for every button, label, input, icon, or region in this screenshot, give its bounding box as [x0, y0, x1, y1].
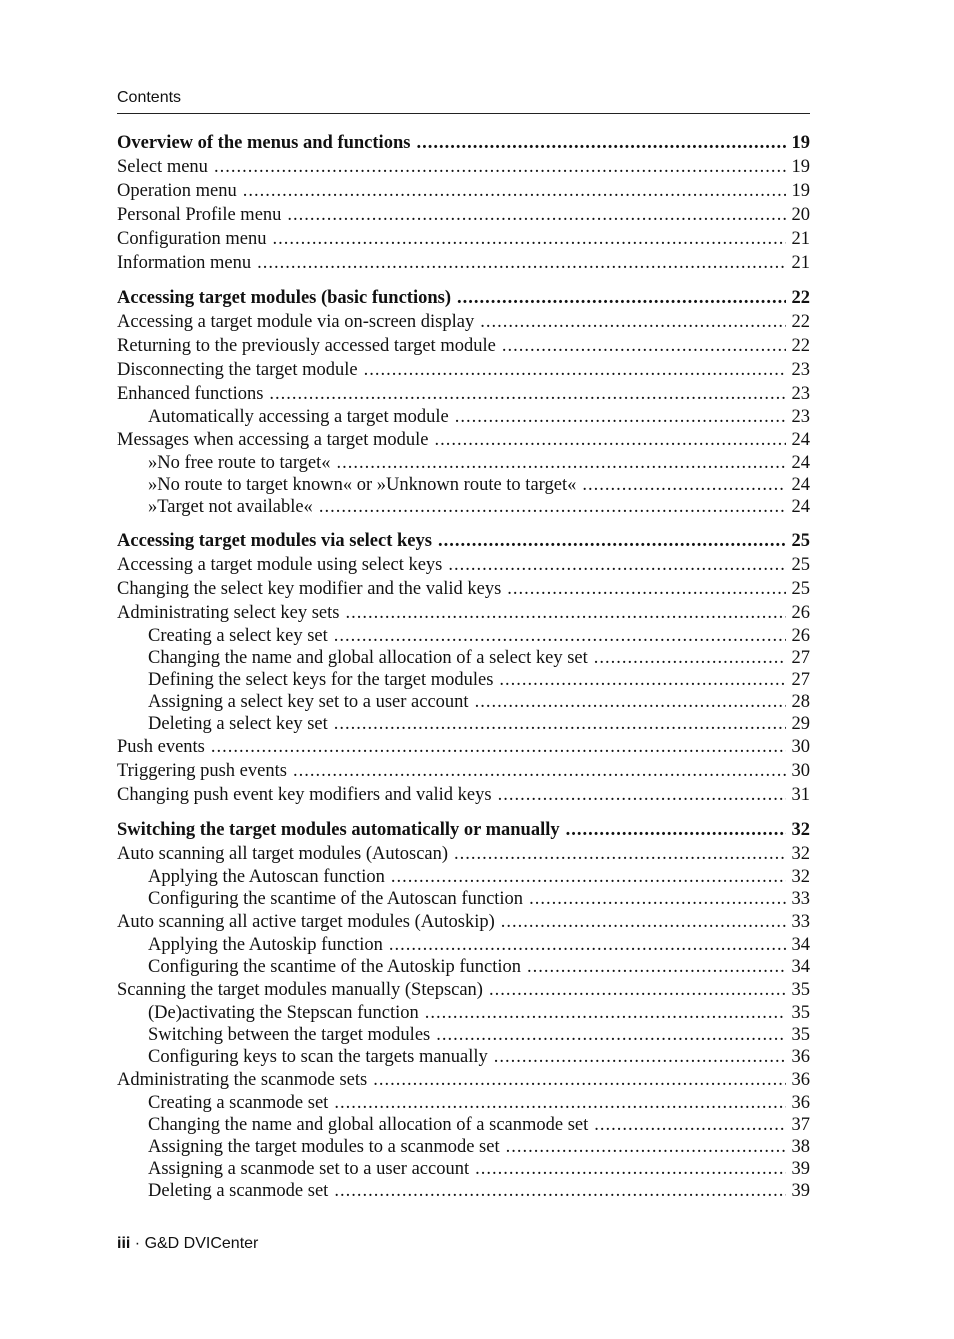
- toc-entry-page: 23: [791, 407, 810, 427]
- toc-entry[interactable]: [117, 1158, 810, 1180]
- toc-entry[interactable]: [117, 713, 810, 735]
- toc-entry[interactable]: [117, 577, 810, 601]
- toc-entry[interactable]: [117, 358, 810, 382]
- toc-entry-title: Deleting a select key set: [148, 714, 328, 734]
- toc-entry[interactable]: [117, 203, 810, 227]
- toc-entry[interactable]: [117, 1068, 810, 1092]
- toc-entry-page: 33: [791, 889, 810, 909]
- toc-entry-page: 23: [791, 360, 810, 380]
- toc-entry-page: 33: [791, 912, 810, 932]
- toc-entry[interactable]: [117, 601, 810, 625]
- toc-dot-leader: [373, 1068, 785, 1092]
- toc-entry[interactable]: [117, 155, 810, 179]
- toc-section: [117, 529, 810, 807]
- toc-dot-leader: [391, 866, 786, 888]
- toc-dot-leader: [334, 625, 786, 647]
- toc-entry[interactable]: [117, 1114, 810, 1136]
- toc-entry[interactable]: [117, 888, 810, 910]
- toc-dot-leader: [334, 713, 786, 735]
- toc-entry-title: Creating a scanmode set: [148, 1093, 329, 1113]
- toc-entry-page: 36: [791, 1047, 810, 1067]
- toc-dot-leader: [475, 1158, 785, 1180]
- toc-dot-leader: [566, 818, 786, 842]
- toc-dot-leader: [494, 1046, 786, 1068]
- toc-entry[interactable]: [117, 691, 810, 713]
- header-divider: [117, 113, 810, 114]
- toc-entry-page: 36: [791, 1093, 810, 1113]
- toc-dot-leader: [489, 978, 786, 1002]
- toc-entry-title: Returning to the previously accessed target module: [117, 336, 496, 356]
- toc-entry[interactable]: [117, 783, 810, 807]
- toc-entry-title: Applying the Autoscan function: [148, 867, 385, 887]
- toc-entry-page: 19: [791, 157, 810, 177]
- page-header: [117, 89, 810, 107]
- toc-entry-page: 27: [791, 670, 810, 690]
- toc-dot-leader: [594, 1114, 785, 1136]
- toc-entry-title: Configuration menu: [117, 229, 267, 249]
- toc-entry-title: Accessing target modules via select keys: [117, 531, 432, 551]
- toc-entry[interactable]: [117, 1180, 810, 1202]
- toc-entry-title: Changing push event key modifiers and valid keys: [117, 785, 492, 805]
- toc-entry-page: 26: [791, 603, 810, 623]
- toc-entry[interactable]: [117, 910, 810, 934]
- toc-entry-page: 35: [791, 1003, 810, 1023]
- toc-entry[interactable]: [117, 452, 810, 474]
- toc-dot-leader: [527, 956, 785, 978]
- toc-entry[interactable]: [117, 553, 810, 577]
- toc-entry-page: 21: [791, 253, 810, 273]
- toc-dot-leader: [416, 131, 785, 155]
- toc-entry-title: Overview of the menus and functions: [117, 133, 411, 153]
- toc-entry-title: Assigning a scanmode set to a user account: [148, 1159, 470, 1179]
- toc-entry-page: 34: [791, 957, 810, 977]
- toc-dot-leader: [448, 553, 785, 577]
- toc-entry-page: 25: [791, 579, 810, 599]
- toc-dot-leader: [457, 286, 785, 310]
- toc-dot-leader: [345, 601, 785, 625]
- toc-entry-page: 26: [791, 626, 810, 646]
- toc-entry[interactable]: [117, 866, 810, 888]
- toc-entry-page: 29: [791, 714, 810, 734]
- toc-entry[interactable]: [117, 647, 810, 669]
- toc-entry-page: 22: [791, 336, 810, 356]
- toc-dot-leader: [499, 669, 785, 691]
- toc-entry-title: Administrating the scanmode sets: [117, 1070, 368, 1090]
- toc-entry-title: Changing the name and global allocation of a select key set: [148, 648, 588, 668]
- toc-entry[interactable]: [117, 406, 810, 428]
- toc-entry-title: Triggering push events: [117, 761, 287, 781]
- toc-entry[interactable]: [117, 428, 810, 452]
- toc-section: [117, 131, 810, 275]
- toc-entry[interactable]: [117, 978, 810, 1002]
- toc-dot-leader: [269, 382, 785, 406]
- toc-entry-page: 25: [791, 555, 810, 575]
- toc-entry-title: Scanning the target modules manually (Stepscan): [117, 980, 483, 1000]
- toc-entry-title: »No free route to target«: [148, 453, 331, 473]
- toc-entry-title: Applying the Autoskip function: [148, 935, 383, 955]
- toc-dot-leader: [319, 496, 786, 518]
- toc-dot-leader: [475, 691, 786, 713]
- toc-entry-page: 35: [791, 980, 810, 1000]
- toc-entry-title: Configuring keys to scan the targets manually: [148, 1047, 488, 1067]
- toc-entry-page: 34: [791, 935, 810, 955]
- toc-dot-leader: [364, 358, 786, 382]
- toc-entry-page: 23: [791, 384, 810, 404]
- toc-entry[interactable]: [117, 842, 810, 866]
- toc-entry[interactable]: [117, 1024, 810, 1046]
- toc-entry-title: Push events: [117, 737, 205, 757]
- toc-entry[interactable]: [117, 1136, 810, 1158]
- toc-entry[interactable]: [117, 382, 810, 406]
- toc-entry-title: Switching between the target modules: [148, 1025, 431, 1045]
- toc-entry-page: 24: [791, 430, 810, 450]
- toc-entry-title: Assigning a select key set to a user account: [148, 692, 469, 712]
- toc-entry-title: Information menu: [117, 253, 252, 273]
- page-footer: [117, 1235, 258, 1253]
- toc-entry[interactable]: [117, 496, 810, 518]
- toc-entry[interactable]: [117, 735, 810, 759]
- toc-entry-page: 31: [791, 785, 810, 805]
- toc-dot-leader: [506, 1136, 786, 1158]
- toc-entry-title: Auto scanning all active target modules (Autoskip): [117, 912, 495, 932]
- toc-entry-title: Configuring the scantime of the Autoskip function: [148, 957, 522, 977]
- toc-entry-page: 24: [791, 497, 810, 517]
- toc-entry-page: 28: [791, 692, 810, 712]
- toc-entry-page: 36: [791, 1070, 810, 1090]
- toc-entry-title: Enhanced functions: [117, 384, 264, 404]
- toc-dot-leader: [582, 474, 785, 496]
- footer-page-number: iii: [117, 1235, 131, 1252]
- toc-dot-leader: [436, 1024, 785, 1046]
- toc-entry-page: 39: [791, 1181, 810, 1201]
- toc-entry-title: Operation menu: [117, 181, 237, 201]
- toc-dot-leader: [594, 647, 786, 669]
- toc-dot-leader: [337, 452, 786, 474]
- toc-entry-title: Changing the select key modifier and the valid keys: [117, 579, 502, 599]
- toc-dot-leader: [334, 1092, 785, 1114]
- toc-entry[interactable]: [117, 956, 810, 978]
- toc-entry-page: 25: [791, 531, 810, 551]
- toc-entry-page: 24: [791, 475, 810, 495]
- toc-entry[interactable]: [117, 474, 810, 496]
- toc-entry-title: »No route to target known« or »Unknown route to target«: [148, 475, 577, 495]
- toc-entry[interactable]: [117, 759, 810, 783]
- toc-entry[interactable]: [117, 669, 810, 691]
- toc-entry-page: 22: [791, 312, 810, 332]
- toc-entry-page: 20: [791, 205, 810, 225]
- toc-dot-leader: [501, 910, 786, 934]
- toc-entry[interactable]: [117, 334, 810, 358]
- toc-entry[interactable]: [117, 1092, 810, 1114]
- toc-dot-leader: [243, 179, 786, 203]
- toc-dot-leader: [529, 888, 785, 910]
- toc-entry-page: 27: [791, 648, 810, 668]
- toc-entry[interactable]: [117, 1046, 810, 1068]
- footer-product-name: G&D DVICenter: [144, 1235, 259, 1252]
- toc-entry[interactable]: [117, 179, 810, 203]
- toc-entry-title: Disconnecting the target module: [117, 360, 358, 380]
- toc-entry-title: Accessing a target module using select keys: [117, 555, 443, 575]
- toc-dot-leader: [425, 1002, 786, 1024]
- table-of-contents: [117, 131, 810, 1213]
- toc-dot-leader: [214, 155, 786, 179]
- toc-entry-title: Switching the target modules automatically or manually: [117, 820, 560, 840]
- toc-dot-leader: [502, 334, 786, 358]
- toc-chapter-entry[interactable]: [117, 529, 810, 553]
- toc-entry-page: 32: [791, 867, 810, 887]
- toc-chapter-entry[interactable]: [117, 131, 810, 155]
- toc-entry-page: 30: [791, 737, 810, 757]
- toc-entry-title: Accessing a target module via on-screen display: [117, 312, 475, 332]
- toc-dot-leader: [507, 577, 785, 601]
- toc-entry-page: 39: [791, 1159, 810, 1179]
- toc-dot-leader: [455, 406, 786, 428]
- toc-entry[interactable]: [117, 625, 810, 647]
- toc-dot-leader: [273, 227, 786, 251]
- toc-entry[interactable]: [117, 934, 810, 956]
- toc-section: [117, 818, 810, 1202]
- toc-entry-title: Personal Profile menu: [117, 205, 282, 225]
- toc-entry-page: 32: [791, 844, 810, 864]
- toc-chapter-entry[interactable]: [117, 286, 810, 310]
- toc-entry-page: 19: [791, 181, 810, 201]
- toc-entry-title: Messages when accessing a target module: [117, 430, 429, 450]
- footer-separator: ·: [130, 1235, 145, 1252]
- toc-entry-page: 38: [791, 1137, 810, 1157]
- toc-dot-leader: [454, 842, 785, 866]
- toc-entry-page: 22: [791, 288, 810, 308]
- toc-dot-leader: [287, 203, 785, 227]
- toc-dot-leader: [498, 783, 786, 807]
- toc-entry[interactable]: [117, 251, 810, 275]
- toc-entry-title: Administrating select key sets: [117, 603, 340, 623]
- toc-entry-title: Auto scanning all target modules (Autoscan): [117, 844, 449, 864]
- toc-dot-leader: [334, 1180, 785, 1202]
- toc-dot-leader: [293, 759, 786, 783]
- toc-section: [117, 286, 810, 518]
- toc-entry-title: Defining the select keys for the target modules: [148, 670, 494, 690]
- toc-entry-page: 30: [791, 761, 810, 781]
- header-title: Contents: [117, 89, 182, 106]
- toc-entry-title: »Target not available«: [148, 497, 313, 517]
- toc-entry[interactable]: [117, 310, 810, 334]
- toc-entry-title: Creating a select key set: [148, 626, 328, 646]
- toc-dot-leader: [438, 529, 786, 553]
- toc-entry-page: 32: [791, 820, 810, 840]
- toc-entry-page: 37: [791, 1115, 810, 1135]
- toc-dot-leader: [435, 428, 786, 452]
- toc-entry-page: 19: [791, 133, 810, 153]
- toc-entry-title: Accessing target modules (basic functions): [117, 288, 452, 308]
- toc-entry[interactable]: [117, 1002, 810, 1024]
- toc-entry-title: Automatically accessing a target module: [148, 407, 449, 427]
- toc-entry-title: Configuring the scantime of the Autoscan function: [148, 889, 524, 909]
- toc-entry-title: Deleting a scanmode set: [148, 1181, 329, 1201]
- toc-entry-title: Changing the name and global allocation of a scanmode set: [148, 1115, 589, 1135]
- toc-entry-title: Select menu: [117, 157, 208, 177]
- toc-dot-leader: [211, 735, 786, 759]
- toc-entry-title: (De)activating the Stepscan function: [148, 1003, 419, 1023]
- toc-entry[interactable]: [117, 227, 810, 251]
- toc-entry-page: 24: [791, 453, 810, 473]
- toc-entry-page: 35: [791, 1025, 810, 1045]
- toc-dot-leader: [389, 934, 786, 956]
- toc-entry-page: 21: [791, 229, 810, 249]
- toc-dot-leader: [480, 310, 785, 334]
- toc-entry-title: Assigning the target modules to a scanmode set: [148, 1137, 500, 1157]
- toc-chapter-entry[interactable]: [117, 818, 810, 842]
- toc-dot-leader: [257, 251, 785, 275]
